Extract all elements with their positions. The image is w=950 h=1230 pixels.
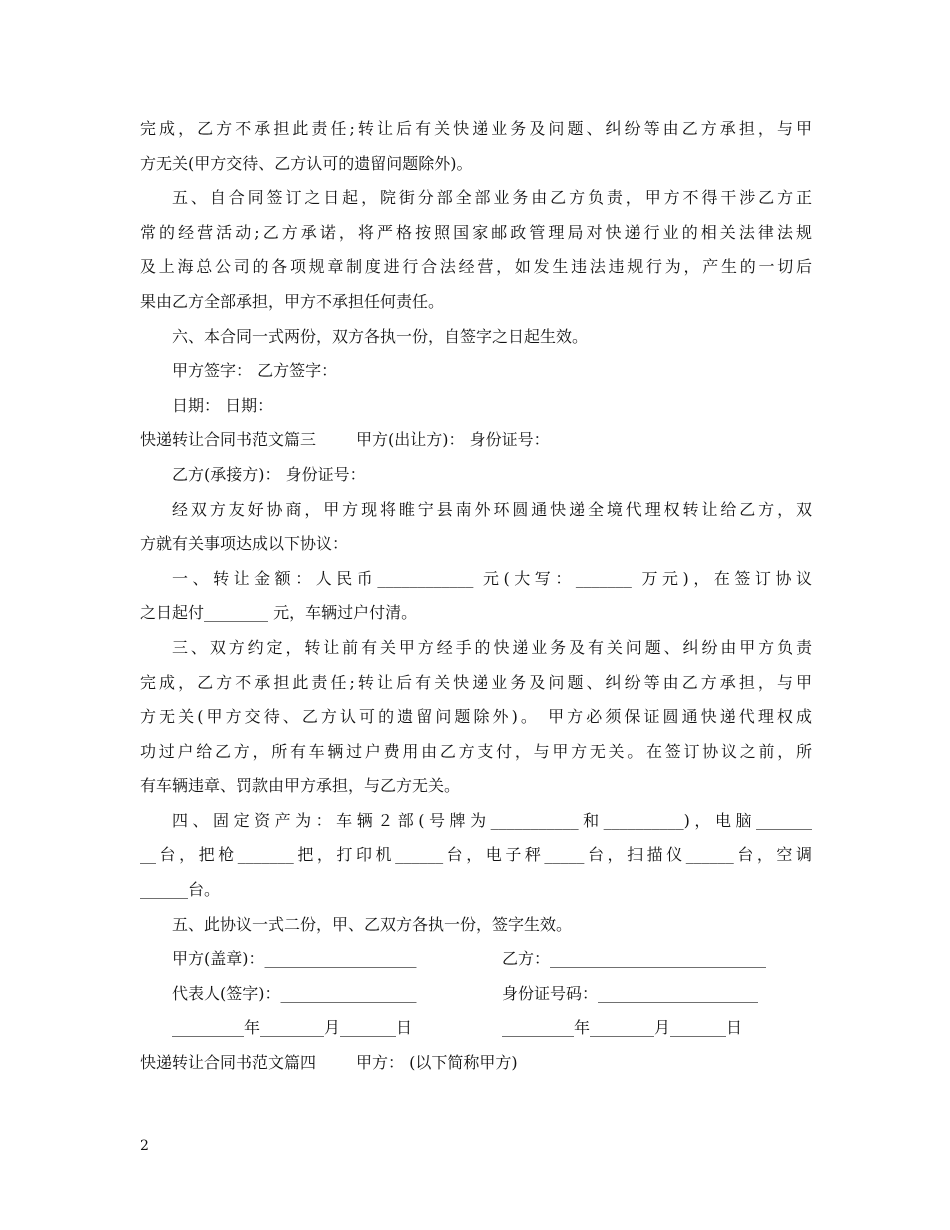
date-row [140, 1011, 812, 1046]
representative-row [140, 977, 812, 1012]
party-b-date-field: _________年________月_______日 [502, 1018, 743, 1038]
text-line: 经双方友好协商，甲方现将睢宁县南外环圆通快递全境代理权转让给乙方，双 [172, 499, 812, 519]
text-line: 常的经营活动;乙方承诺，将严格按照国家邮政管理局对快递行业的相关法律法规 [140, 222, 812, 242]
party-b-field: 乙方：___________________________ [502, 949, 767, 969]
text-line: ______台。 [140, 880, 221, 900]
date-line: 日期： 日期： [172, 395, 274, 415]
party-b-line: 乙方(承接方)： 身份证号： [172, 464, 366, 484]
text-line: __台，把枪_______把，打印机______台，电子秤_____台，扫描仪______台，空调 [140, 845, 812, 865]
text-line: 方无关(甲方交待、乙方认可的遗留问题除外)。 [140, 153, 473, 173]
text-line: 六、本合同一式两份，双方各执一份，自签字之日起生效。 [172, 326, 589, 346]
text-line: 完成，乙方不承担此责任;转让后有关快递业务及问题、纠纷等由乙方承担，与甲 [140, 119, 812, 138]
seal-row [140, 942, 812, 977]
text-line: 五、自合同签订之日起，院街分部全部业务由乙方负责，甲方不得干涉乙方正 [172, 188, 812, 208]
text-line: 功过户给乙方，所有车辆过户费用由乙方支付，与甲方无关。在签订协议之前，所 [140, 741, 812, 761]
section-heading: 快递转让合同书范文篇三 [140, 430, 317, 450]
representative-signature-field: 代表人(签字)：_________________ [172, 983, 417, 1003]
text-line: 一、转让金额：人民币____________ 元(大写：_______ 万元)，在签订协议 [172, 568, 812, 588]
text-line: 方就有关事项达成以下协议： [140, 534, 349, 554]
text-line: 及上海总公司的各项规章制度进行合法经营，如发生违法违规行为，产生的一切后 [140, 257, 812, 277]
id-number-field: 身份证号码：____________________ [502, 983, 759, 1003]
party-a-seal-field: 甲方(盖章)：___________________ [172, 949, 417, 969]
signature-line: 甲方签字： 乙方签字： [172, 361, 338, 381]
section-heading: 快递转让合同书范文篇四 [140, 1053, 317, 1073]
section-heading-row [140, 423, 812, 458]
section-heading-row [140, 1046, 812, 1081]
text-line: 四、固定资产为：车辆２部(号牌为___________和__________)，电脑_______ [172, 810, 812, 830]
party-a-date-field: _________年________月_______日 [172, 1018, 413, 1038]
text-line: 方无关(甲方交待、乙方认可的遗留问题除外)。 甲方必须保证圆通快递代理权成 [140, 707, 812, 727]
text-line: 完成，乙方不承担此责任;转让后有关快递业务及问题、纠纷等由乙方承担，与甲 [140, 672, 812, 692]
text-line: 有车辆违章、罚款由甲方承担，与乙方无关。 [140, 776, 461, 796]
page-number: 2 [140, 1138, 149, 1154]
text-line: 五、此协议一式二份，甲、乙双方各执一份，签字生效。 [172, 914, 573, 934]
text-line: 三、双方约定，转让前有关甲方经手的快递业务及有关问题、纠纷由甲方负责 [172, 637, 812, 657]
document-body [140, 112, 812, 1081]
party-a-line: 甲方(出让方)： 身份证号： [356, 430, 550, 450]
text-line: 果由乙方全部承担，甲方不承担任何责任。 [140, 291, 445, 311]
text-line: 之日起付________ 元，车辆过户付清。 [140, 603, 418, 623]
party-a-line: 甲方： (以下简称甲方) [356, 1053, 518, 1073]
